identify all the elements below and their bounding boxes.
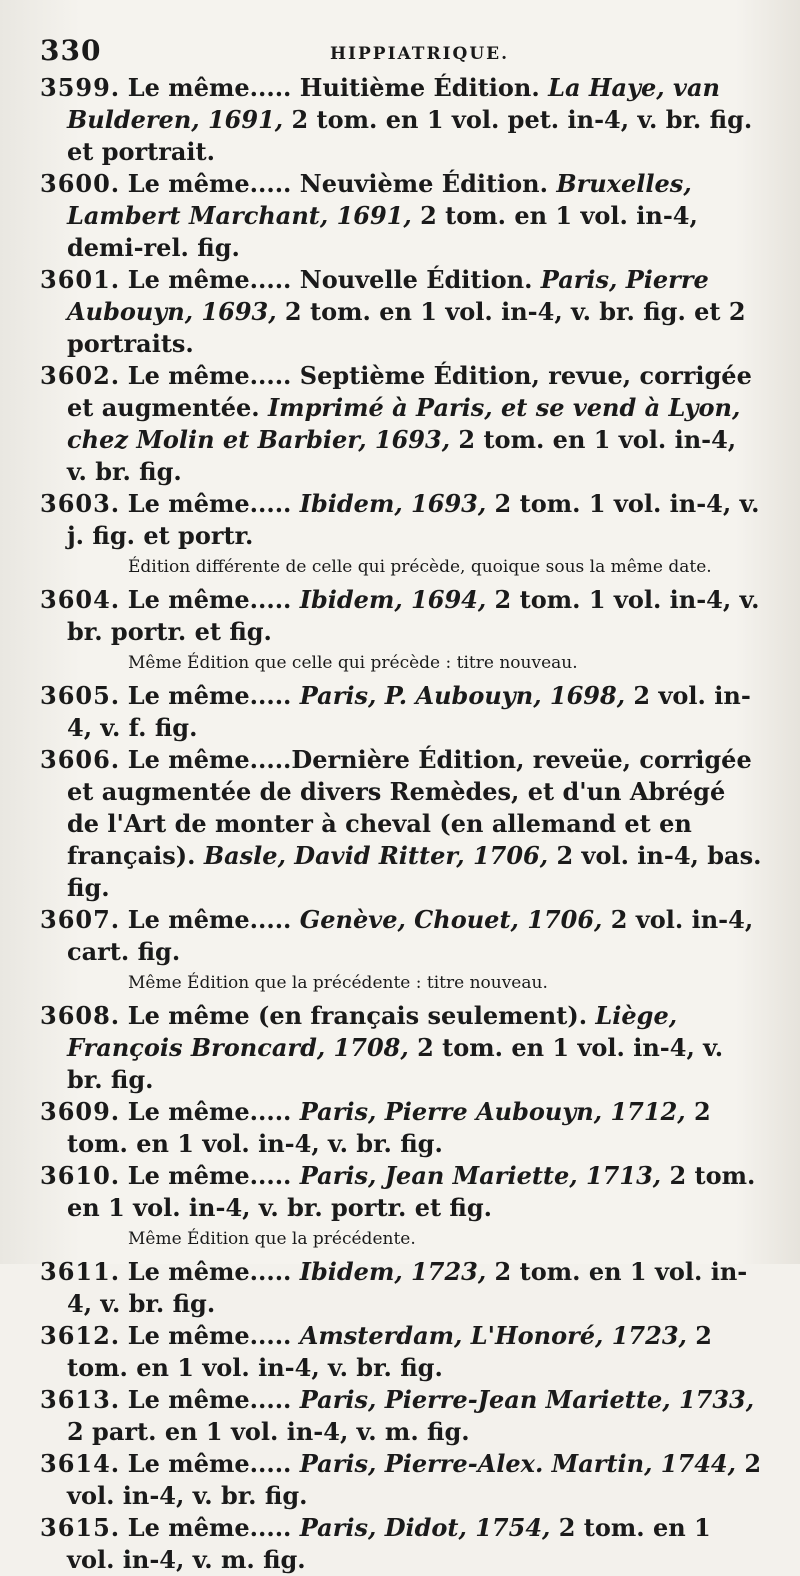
entry-imprint: Paris, Jean Mariette, 1713,	[299, 1161, 662, 1190]
catalog-entry	[40, 1160, 762, 1224]
entry-number: 3613.	[40, 1385, 121, 1414]
catalog-entry	[40, 1256, 762, 1320]
entry-description	[291, 1161, 299, 1190]
entry-imprint: Genève, Chouet, 1706,	[299, 905, 603, 934]
entry-lead: Le même.....	[127, 1257, 292, 1286]
entry-format: 2 tom. en 1 vol. in-4, v. br. fig.	[67, 1097, 711, 1158]
entry-lead: Le même.....	[127, 361, 292, 390]
catalog-entry	[40, 744, 762, 904]
entry-imprint: Amsterdam, L'Honoré, 1723,	[299, 1321, 687, 1350]
entry-description	[291, 681, 299, 710]
entry-format: 2 vol. in-4, cart. fig.	[67, 905, 754, 966]
entry-lead: Le même.....	[127, 489, 292, 518]
entry-description	[291, 1513, 299, 1542]
entry-format: 2 tom. en 1 vol. in-4, demi-rel. fig.	[67, 201, 698, 262]
entry-lead: Le même.....	[127, 169, 292, 198]
entry-number: 3604.	[40, 585, 121, 614]
entry-number: 3614.	[40, 1449, 121, 1478]
entry-description	[291, 1097, 299, 1126]
entry-description	[291, 489, 299, 518]
entry-number: 3608.	[40, 1001, 121, 1030]
entry-description	[291, 1321, 299, 1350]
entry-lead: Le même.....	[127, 1513, 292, 1542]
catalog-entry	[40, 680, 762, 744]
entry-note: Même Édition que la précédente.	[128, 1229, 416, 1249]
entry-imprint: Paris, Pierre Aubouyn, 1693,	[67, 265, 709, 326]
entry-number: 3607.	[40, 905, 121, 934]
entry-description	[291, 1385, 299, 1414]
entry-note: Même Édition que celle qui précède : titre nouveau.	[128, 653, 578, 673]
entry-imprint: Paris, P. Aubouyn, 1698,	[299, 681, 626, 710]
entry-description: Huitième Édition.	[291, 73, 549, 102]
catalog-entry	[40, 1448, 762, 1512]
entry-imprint: Ibidem, 1693,	[299, 489, 487, 518]
catalog-entry	[40, 360, 762, 488]
entry-lead: Le même.....	[127, 73, 292, 102]
entry-lead: Le même.....	[127, 1321, 292, 1350]
entry-format: 2 tom. 1 vol. in-4, v. j. fig. et portr.	[67, 489, 760, 550]
entry-note: Édition différente de celle qui précède, quoique sous la même date.	[128, 557, 712, 577]
entry-format: 2 tom. en 1 vol. in-4, v. br. fig.	[67, 425, 737, 486]
entry-number: 3606.	[40, 745, 121, 774]
entry-format: 2 tom. en 1 vol. in-4, v. m. fig.	[67, 1513, 711, 1574]
entry-number: 3615.	[40, 1513, 121, 1542]
entry-number: 3610.	[40, 1161, 121, 1190]
page-number: 330	[40, 34, 102, 67]
entry-format: 2 tom. en 1 vol. pet. in-4, v. br. fig. et portrait.	[67, 105, 753, 166]
catalog-entries	[40, 72, 762, 1576]
entry-imprint: Liège, François Broncard, 1708,	[67, 1001, 678, 1062]
entry-number: 3611.	[40, 1257, 121, 1286]
catalog-entry	[40, 1320, 762, 1384]
catalog-entry	[40, 1512, 762, 1576]
entry-description: Neuvième Édition.	[291, 169, 557, 198]
running-head: HIPPIATRIQUE.	[330, 44, 510, 64]
entry-description: (en français seulement).	[249, 1001, 596, 1030]
entry-description: Septième Édition, revue, corrigée et augmentée.	[67, 361, 752, 422]
entry-imprint: Paris, Didot, 1754,	[299, 1513, 551, 1542]
entry-imprint: Imprimé à Paris, et se vend à Lyon, chez Molin et Barbier, 1693,	[67, 393, 741, 454]
entry-number: 3600.	[40, 169, 121, 198]
entry-lead: Le même.....	[127, 1385, 292, 1414]
catalog-entry	[40, 264, 762, 360]
entry-lead: Le même.....	[127, 681, 292, 710]
entry-lead: Le même.....	[127, 585, 292, 614]
catalog-entry	[40, 904, 762, 968]
entry-description	[291, 905, 299, 934]
entry-imprint: Paris, Pierre-Alex. Martin, 1744,	[299, 1449, 736, 1478]
catalog-entry	[40, 488, 762, 552]
entry-format: 2 tom. en 1 vol. in-4, v. br. fig.	[67, 1033, 724, 1094]
entry-description	[291, 1257, 299, 1286]
entry-note: Même Édition que la précédente : titre nouveau.	[128, 973, 548, 993]
entry-format: 2 vol. in-4, v. br. fig.	[67, 1449, 762, 1510]
entry-lead: Le même	[127, 1001, 250, 1030]
page-header	[40, 34, 762, 72]
entry-lead: Le même.....	[127, 265, 292, 294]
entry-imprint: Ibidem, 1723,	[299, 1257, 487, 1286]
catalog-entry	[40, 168, 762, 264]
catalog-entry	[40, 1000, 762, 1096]
entry-format: 2 tom. en 1 vol. in-4, v. br. fig. et 2 portraits.	[67, 297, 746, 358]
entry-format: 2 tom. en 1 vol. in-4, v. br. fig.	[67, 1257, 748, 1318]
entry-lead: Le même.....	[127, 745, 292, 774]
entry-number: 3603.	[40, 489, 121, 518]
catalog-entry	[40, 1096, 762, 1160]
entry-imprint: Bruxelles, Lambert Marchant, 1691,	[67, 169, 692, 230]
entry-imprint: La Haye, van Bulderen, 1691,	[67, 73, 720, 134]
entry-number: 3605.	[40, 681, 121, 710]
entry-format: 2 part. en 1 vol. in-4, v. m. fig.	[67, 1417, 470, 1446]
entry-imprint: Paris, Pierre-Jean Mariette, 1733,	[299, 1385, 755, 1414]
catalog-entry	[40, 584, 762, 648]
entry-number: 3609.	[40, 1097, 121, 1126]
entry-format: 2 tom. 1 vol. in-4, v. br. portr. et fig.	[67, 585, 760, 646]
entry-lead: Le même.....	[127, 1449, 292, 1478]
entry-imprint: Ibidem, 1694,	[299, 585, 487, 614]
entry-number: 3612.	[40, 1321, 121, 1350]
entry-number: 3602.	[40, 361, 121, 390]
entry-description: Dernière Édition, reveüe, corrigée et augmentée de divers Remèdes, et d'un Abrégé de l'Art de monter à cheval (en allemand et en français).	[67, 745, 752, 870]
entry-lead: Le même.....	[127, 905, 292, 934]
catalog-entry	[40, 1384, 762, 1448]
catalog-entry	[40, 72, 762, 168]
entry-format: 2 tom. en 1 vol. in-4, v. br. fig.	[67, 1321, 712, 1382]
entry-lead: Le même.....	[127, 1161, 292, 1190]
entry-format: 2 vol. in-4, v. f. fig.	[67, 681, 751, 742]
entry-number: 3599.	[40, 73, 121, 102]
entry-lead: Le même.....	[127, 1097, 292, 1126]
entry-format: 2 vol. in-4, bas. fig.	[67, 841, 762, 902]
entry-imprint: Basle, David Ritter, 1706,	[203, 841, 549, 870]
entry-number: 3601.	[40, 265, 121, 294]
entry-description	[291, 1449, 299, 1478]
entry-imprint: Paris, Pierre Aubouyn, 1712,	[299, 1097, 686, 1126]
entry-description	[291, 585, 299, 614]
entry-format: 2 tom. en 1 vol. in-4, v. br. portr. et fig.	[67, 1161, 756, 1222]
entry-description: Nouvelle Édition.	[291, 265, 541, 294]
